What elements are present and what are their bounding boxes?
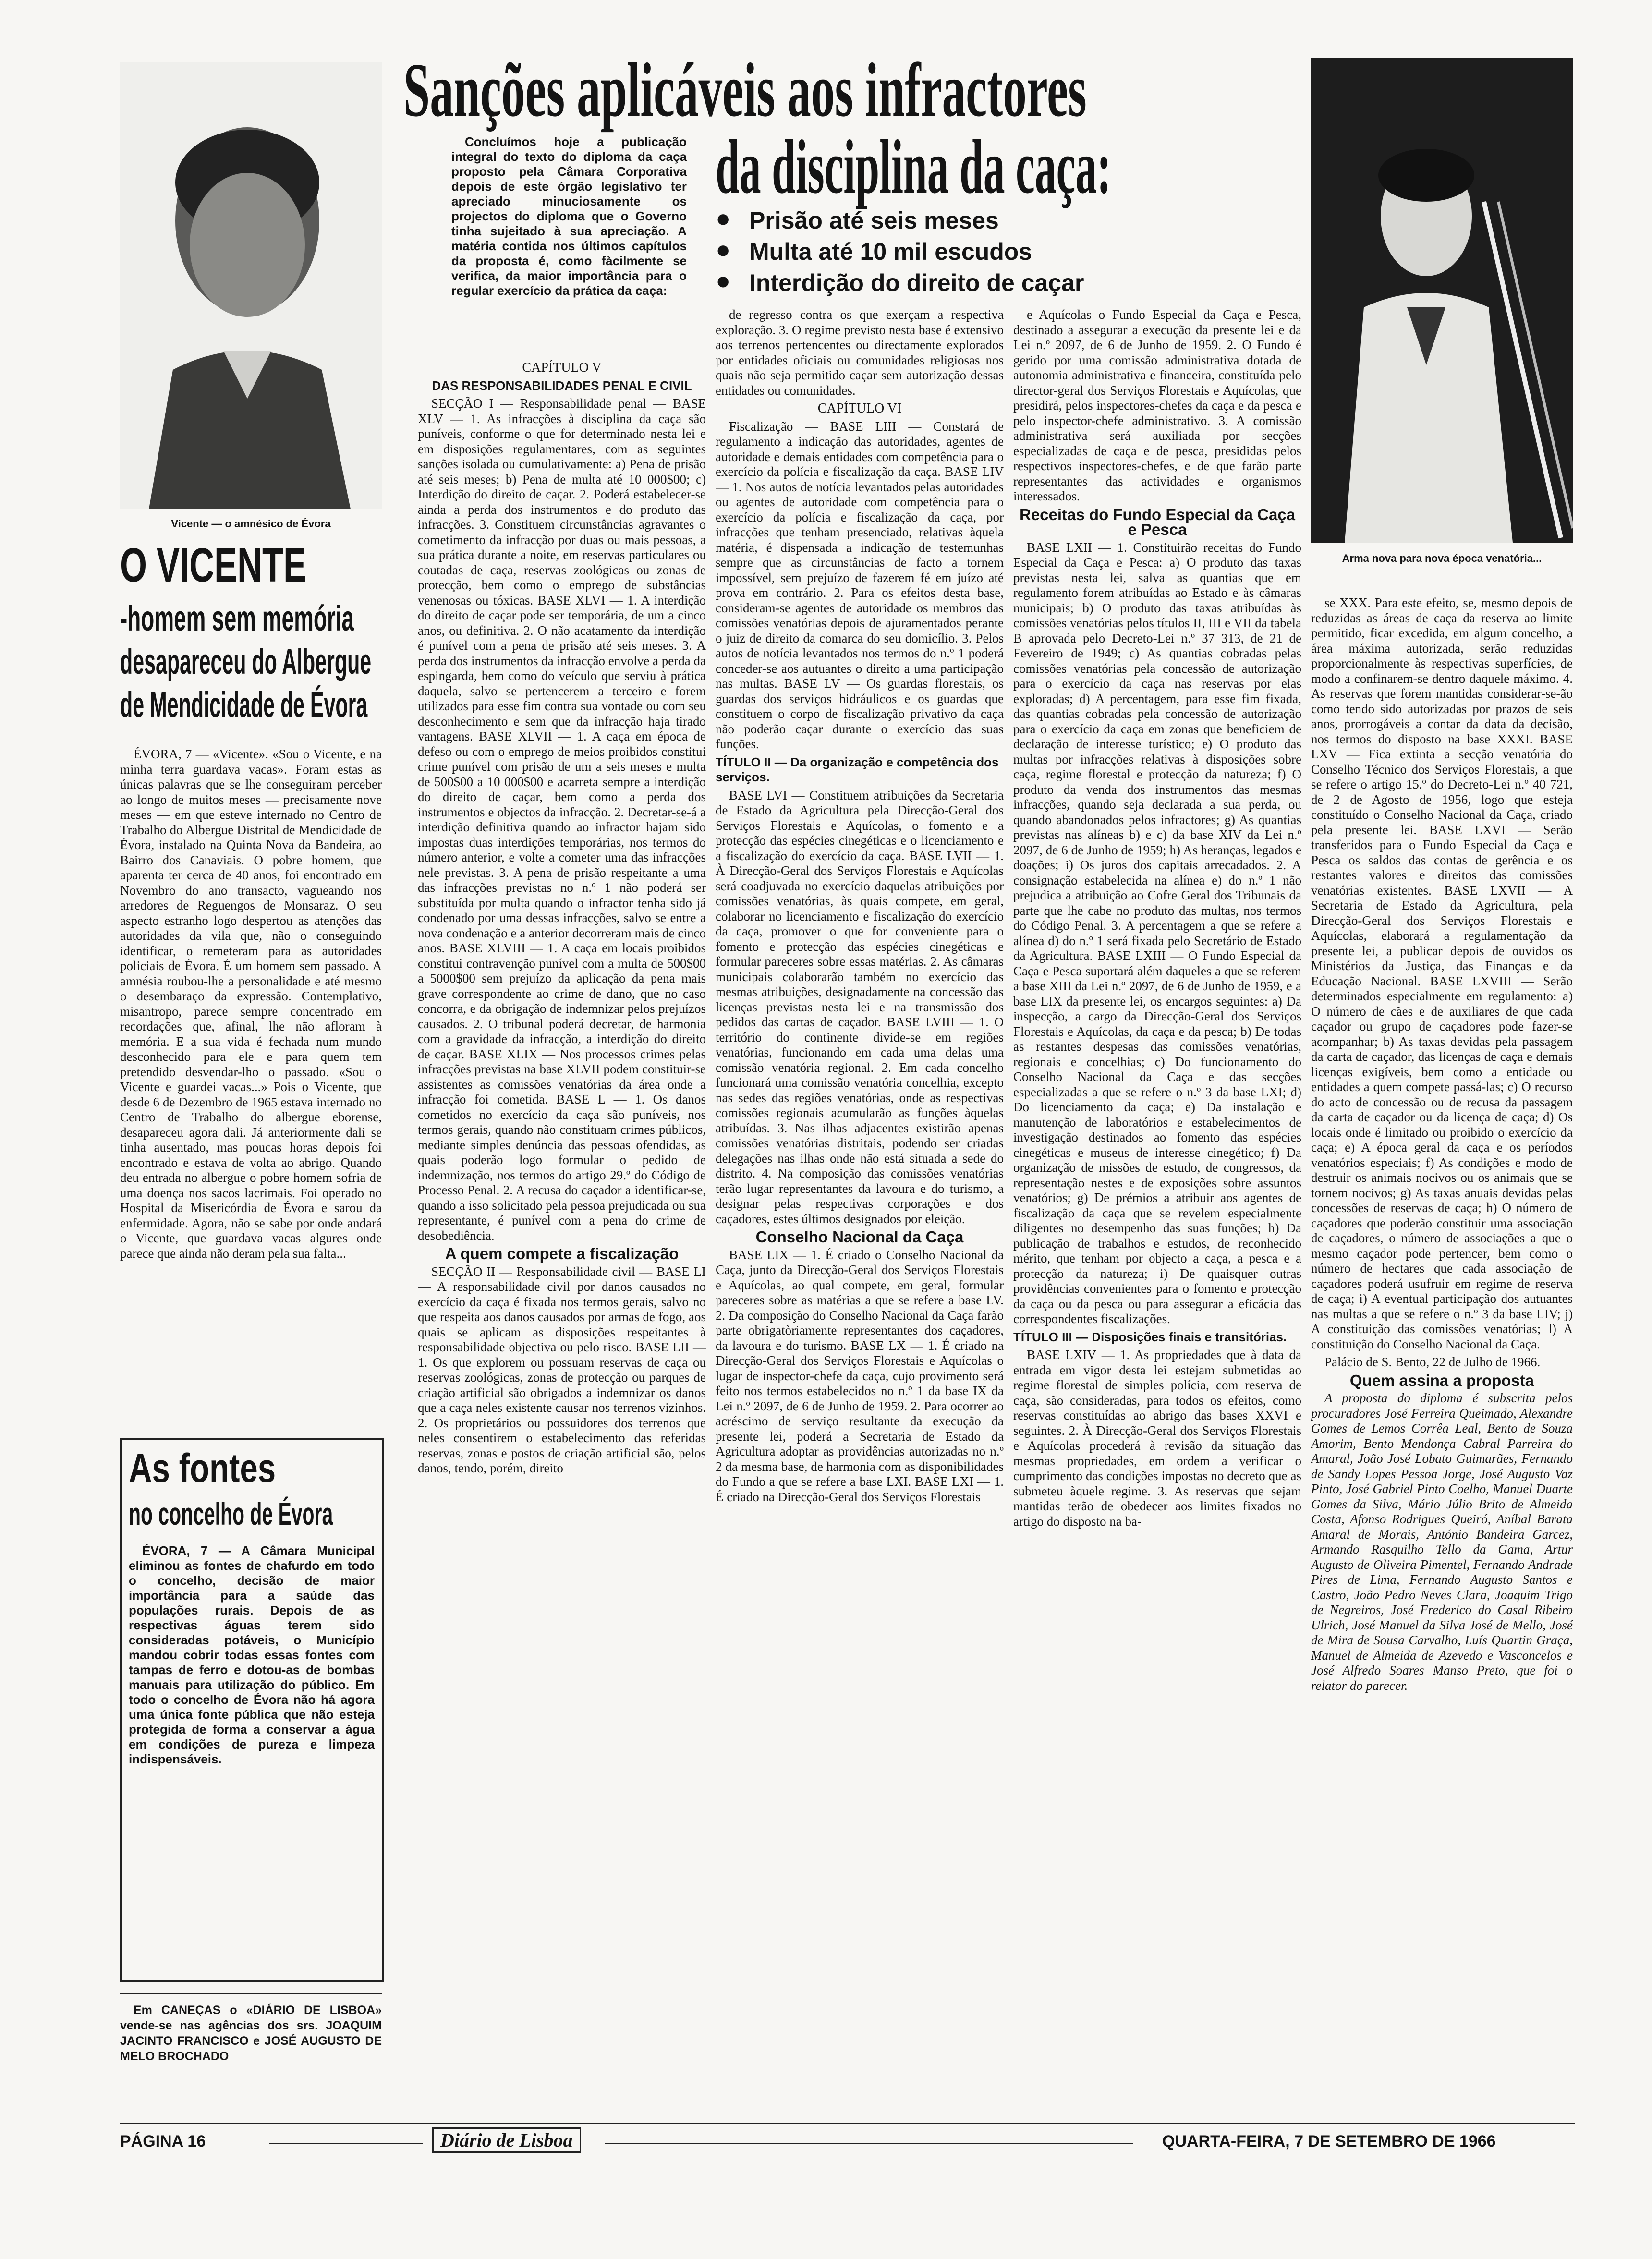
fontes-title-1: As fontes [129, 1445, 276, 1491]
bullet-icon-3: ● [716, 267, 731, 295]
chapter-v-title: DAS RESPONSABILIDADES PENAL E CIVIL [432, 378, 692, 393]
titulo-ii: TÍTULO II — Da organização e competência dos serviços. [716, 754, 999, 784]
fontes-title-2: no concelho de Évora [129, 1496, 333, 1531]
bullet-icon-2: ● [716, 236, 731, 264]
col-a-subhead: A quem compete a fiscalização [445, 1245, 679, 1263]
headline-line-2: da disciplina da caça: [716, 124, 1111, 209]
col-b-text-3: BASE LVI — Constituem atribuições da Secretaria de Estado da Agricultura pela Direcção-Geral dos Serviços Florestais e Aquícolas, o fomento e a protecção das espécies cinegéticas e o licenciamento e a fiscalização do exercício da caça. BASE LVII — 1. À Direcção-Geral dos Serviços Florestais e Aquícolas será coadjuvada no exercício daquelas atribuições por comissões venatórias, às quais compete, em geral, colaborar no licenciamento e fiscalização do exercício da caça, promover o que for conveniente para o fomento e protecção das espécies cinegéticas e formular pareceres sobre essas matérias. 2. As câmaras municipais colaborarão também no exercício das mesmas atribuições, designadamente na concessão das licenças previstas nesta lei e na transmissão dos pedidos das cartas de caçador. BASE LVIII — 1. O território do continente divide-se em regiões venatórias, funcionando em cada uma delas uma comissão venatória regional. 2. Em cada concelho funcionará uma comissão venatória concelhia, excepto nas sedes das regiões venatórias, onde as respectivas comissões regionais acumularão as funções àquelas atribuídas. 3. Nas ilhas adjacentes existirão apenas comissões venatórias distritais, podendo ser criadas delegações nas ilhas onde não está situada a sede do distrito. 4. Na composição das comissões venatórias terão lugar representantes da lavoura e do turismo, a designar pelas respectivas corporações e dos caçadores, estes últimos designados por eleição. [716, 788, 1004, 1226]
canecas-text: Em CANEÇAS o «DIÁRIO DE LISBOA» vende-se nas agências dos srs. JOAQUIM JACINTO FRANCISCO e JOSÉ AUGUSTO DE MELO BROCHADO [120, 2004, 382, 2063]
col-a-text-2: SECÇÃO II — Responsabilidade civil — BASE LI — A responsabilidade civil por danos causados no exercício da caça é fixada nos termos gerais, salvo no que respeita aos danos causados por armas de fogo, aos quais se aplicam as disposições respeitantes à responsabilidade objectiva ou pelo risco. BASE LII — 1. Os que explorem ou possuam reservas de caça ou reservas zoológicas, zonas de protecção ou parques de criação artificial são obrigados a indemnizar os danos que a caça neles existente causar nos terrenos vizinhos. 2. Os proprietários ou possuidores dos terrenos que neles consentirem o estabelecimento das referidas reservas, zonas e postos de criação artificial são, pelos danos, tendo, porém, direito [418, 1264, 706, 1475]
footer-date: QUARTA-FEIRA, 7 DE SETEMBRO DE 1966 [1162, 2132, 1496, 2150]
vicente-subtitle-1: -homem sem memória [120, 598, 354, 638]
fontes-body [129, 1543, 375, 1976]
headline-line-1: Sanções aplicáveis aos infractores [403, 47, 1087, 133]
col-c-subhead: Receitas do Fundo Especial da Caça e Pesca [1019, 505, 1296, 538]
vicente-subtitle-2: desapareceu do Albergue [120, 642, 372, 681]
bullet-icon-1: ● [716, 205, 731, 232]
headline-bullet-2: Multa até 10 mil escudos [749, 238, 1032, 265]
col-d-text-1: se XXX. Para este efeito, se, mesmo depois de reduzidas as áreas de caça da reserva ao limite permitido, ficar excedida, em algum concelho, a área máxima autorizada, serão reduzidas proporcionalmente às respectivas superfícies, de modo a confinarem-se dentro daquele máximo. 4. As reservas que forem mantidas considerar-se-ão como tendo sido autorizadas por prazos de seis anos, prorrogáveis a contar da data da decisão, nos termos do disposto na base XXXI. BASE LXV — Fica extinta a secção venatória do Conselho Técnico dos Serviços Florestais, a que se refere o artigo 15.º do Decreto-Lei n.º 40 721, de 2 de Agosto de 1956, logo que esteja constituído o Conselho Nacional da Caça, criado pela presente lei. BASE LXVI — Serão transferidos para o Fundo Especial da Caça e Pesca os saldos das contas de gerência e os restantes valores e direitos das comissões venatórias existentes. BASE LXVII — A Secretaria de Estado da Agricultura, pela Direcção-Geral dos Serviços Florestais e Aquícolas, elaborará a regulamentação da presente lei, a publicar depois de ouvidos os Ministérios da Justiça, das Finanças e da Educação Nacional. BASE LXVIII — Serão determinados especialmente em regulamento: a) O número de cães e de auxiliares de que cada caçador ou grupo de caçadores pode fazer-se acompanhar; b) As taxas devidas pela passagem da carta de caçador, das licenças de caça e demais licenças exigíveis, bem como a entidade ou entidades a quem compete passá-las; c) O recurso do acto de concessão ou de recusa da passagem da carta de caçador ou da licença de caça; d) Os locais onde é limitado ou proibido o exercício da caça; e) A época geral da caça e os períodos venatórios especiais; f) As condições e modo de destruir os animais nocivos ou os animais que se tornem nocivos; g) As taxas anuais devidas pelas concessões de reservas de caça; h) O número de caçadores que poderão constituir uma associação de caçadores, o número de associações a que o mesmo caçador pode pertencer, bem como o número de hectares que cada associação de caçadores poderá usufruir em regime de reserva de caça; i) A eventual participação dos autuantes nas multas a que se refere o n.º 3 da base LIV; j) A constituição das comissões venatórias; l) A constituição do Conselho Nacional da Caça. [1311, 595, 1573, 1351]
fontes-body-text: ÉVORA, 7 — A Câmara Municipal eliminou as fontes de chafurdo em todo o concelho, decisão de maior importância para a saúde das populações rurais. Depois de as respectivas águas terem sido consideradas potáveis, o Município mandou cobrir todas essas fontes com tampas de ferro e dotou-as de bombas manuais para utilização do público. Em todo o concelho de Évora não há agora uma única fonte pública que não esteja protegida de forma a conservar a água em condições de pureza e limpeza indispensáveis. [129, 1543, 375, 1766]
col-a-text-1: SECÇÃO I — Responsabilidade penal — BASE XLV — 1. As infracções à disciplina da caça são puníveis, conforme o que for determinado nesta lei e em disposições regulamentares, com as seguintes sanções isolada ou cumulativamente: a) Pena de prisão até seis meses; b) Pena de multa até 10 000$00; c) Interdição do direito de caçar. 2. Poderá estabelecer-se ainda a perda dos instrumentos e do produto das infracções. 3. Constituem circunstâncias agravantes o cometimento da infracção por duas ou mais pessoas, a sua prática durante a noite, em reservas particulares ou coutadas de caça, reservas zoológicas ou zonas de protecção, bem como o emprego de substâncias venenosas ou tóxicas. BASE XLVI — 1. A interdição do direito de caçar pode ser temporária, de um a cinco anos, ou definitiva. 2. O não acatamento da interdição é punível com a pena de prisão até seis meses. 3. A perda dos instrumentos da infracção envolve a perda da espingarda, bem como do veículo que serviu à prática daquela, salvo se pertencerem a terceiro e forem utilizados para esse fim contra sua vontade ou com seu desconhecimento e sem que da infracção haja tirado vantagens. BASE XLVII — 1. A caça em época de defeso ou com o emprego de meios proibidos constitui crime punível com prisão de um a seis meses e multa de 500$00 a 10 000$00 e acarreta sempre a interdição do direito de caçar, bem como a perda dos instrumentos e objectos da infracção. 2. Decretar-se-á a interdição definitiva quando ao infractor hajam sido impostas duas interdições temporárias, nos termos do número anterior, e volte a cometer uma das infracções nele previstas. 3. A pena de prisão respeitante a uma das infracções previstas no n.º 1 não poderá ser substituída por multa quando o infractor tenha sido já condenado por uma dessas infracções, salvo se entre a nova condenação e a anterior decorreram mais de cinco anos. BASE XLVIII — 1. A caça em locais proibidos constitui contravenção punível com a multa de 500$00 a 5000$00 sem prejuízo da aplicação da pena mais grave correspondente ao crime de dano, que no caso concorra, e da obrigação de indemnizar pelos prejuízos causados. 2. O tribunal poderá decretar, de harmonia com a gravidade da infracção, a interdição do direito de caçar. BASE XLIX — Nos processos crimes pelas infracções previstas na base XLVII podem constituir-se assistentes as comissões venatórias da área onde a infracção foi cometida. BASE L — 1. Os danos cometidos no exercício da caça são puníveis, nos termos gerais, quando não constituam crimes públicos, mediante simples denúncia das pessoas ofendidas, as quais poderão logo formular o pedido de indemnização, nos termos do artigo 29.º do Código de Processo Penal. 2. A recusa do caçador a identificar-se, quando a isso solicitado pela pessoa prejudicada ou sua representante, é punível com a pena do crime de desobediência. [418, 396, 706, 1243]
right-photo-caption: Arma nova para nova época venatória... [1342, 552, 1542, 564]
headline-bullet-3: Interdição do direito de caçar [749, 269, 1084, 296]
footer-rule [120, 2123, 1575, 2124]
col-b-text-4: BASE LIX — 1. É criado o Conselho Nacional da Caça, junto da Direcção-Geral dos Serviços Florestais e Aquícolas, ao qual compete, em geral, formular pareceres sobre as matérias a que se refere a base LV. 2. Da composição do Conselho Nacional da Caça farão parte obrigatòriamente representantes dos caçadores, da lavoura e do turismo. BASE LX — 1. É criado na Direcção-Geral dos Serviços Florestais e Aquícolas o lugar de inspector-chefe da caça, cujo provimento será feito nos termos estabelecidos no n.º 1 da base IX da Lei n.º 2097, de 6 de Junho de 1959. 2. Para ocorrer ao acréscimo de serviço resultante da execução da presente lei, poderá a Secretaria de Estado da Agricultura adoptar as providências autorizadas no n.º 2 da mesma base, de harmonia com as disponibilidades do Fundo a que se refere a base LXI. BASE LXI — 1. É criado na Direcção-Geral dos Serviços Florestais [716, 1247, 1004, 1504]
vicente-body-text: ÉVORA, 7 — «Vicente». «Sou o Vicente, e na minha terra guardava vacas». Foram estas as únicas palavras que se lhe conseguiram perceber ao longo de muitos meses — precisamente nove meses — em que esteve internado no Centro de Trabalho do Albergue Distrital de Mendicidade de Évora, instalado na Quinta Nova da Bandeira, ao Bairro dos Canaviais. O pobre homem, que aparenta ter cerca de 40 anos, foi encontrado em Novembro do ano transacto, vagueando nos arredores de Reguengos de Monsaraz. O seu aspecto estranho logo despertou as atenções das autoridades da vila que, não o conseguindo identificar, o remeteram para as autoridades policiais de Évora. É um homem sem passado. A amnésia roubou-lhe a personalidade e até mesmo o desembaraço da expressão. Contemplativo, misantropo, parece sempre concentrado em recordações que, afinal, lhe não afloram à memória. E a sua vida é fechada num mundo desconhecido para ele e para quem tem pretendido desvendar-lho o passado. «Sou o Vicente e guardei vacas...» Pois o Vicente, que desde 6 de Dezembro de 1965 estava internado no Centro de Trabalho do albergue eborense, desapareceu agora dali. Já anteriormente dali se tinha ausentado, mas poucas horas depois foi encontrado e estava de volta ao abrigo. Quando deu entrada no albergue o pobre homem sofria de uma doença nos sacos lacrimais. Foi operado no Hospital da Misericórdia de Évora e sarou da enfermidade. Agora, não se sabe por onde andará o Vicente, que guardava vacas algures onde parece que ainda não deram pela sua falta... [120, 747, 382, 1261]
chapter-vi: CAPÍTULO VI [817, 401, 902, 416]
vicente-subtitle-3: de Mendicidade de Évora [120, 685, 368, 725]
col-c-text-1: e Aquícolas o Fundo Especial da Caça e Pesca, destinado a assegurar a execução da presente lei e da Lei n.º 2097, de 6 de Junho de 1959. 2. O Fundo é gerido por uma comissão administrativa dotada de autonomia administrativa e financeira, constituída pelo director-geral dos Serviços Florestais e Aquícolas, que presidirá, pelos inspectores-chefes da caça e da pesca e pelo inspector-chefe administrativo. 3. A comissão administrativa será auxiliada por secções especializadas de caça e de pesca, presididas pelos respectivos inspectores-chefes, e de que farão parte representantes das actividades e organismos interessados. [1013, 307, 1301, 503]
intro-text: Concluímos hoje a publicação integral do texto do diploma da caça proposto pela Câmara Corporativa depois de este órgão legislativo ter apreciado minuciosamente os projectos do diploma que o Governo tinha sujeitado à sua apreciação. A matéria contida nos últimos capítulos da proposta é, como fàcilmente se verifica, da maior importância para o regular exercício da prática da caça: [451, 134, 687, 298]
chapter-v: CAPÍTULO V [522, 360, 602, 375]
photo-hunter [1311, 58, 1573, 543]
footer-masthead: Diário de Lisboa [432, 2127, 581, 2153]
left-photo-caption: Vicente — o amnésico de Évora [171, 518, 331, 530]
col-d-subhead: Quem assina a proposta [1349, 1371, 1534, 1389]
column-a [418, 360, 706, 2108]
portrait-figure [120, 62, 382, 509]
intro [451, 134, 687, 355]
photo-vicente [120, 62, 382, 509]
vicente-body [120, 747, 382, 1429]
headline-bullet-1: Prisão até seis meses [749, 207, 999, 234]
col-b-subhead: Conselho Nacional da Caça [755, 1228, 964, 1246]
column-c [1013, 307, 1301, 2108]
footer-line-left [269, 2143, 423, 2144]
canecas-rule [120, 1993, 382, 1994]
col-b-text-2: Fiscalização — BASE LIII — Constará de regulamento a indicação das autoridades, agentes de autoridade e demais entidades com competência para o exercício da polícia e fiscalização da caça. BASE LIV — 1. Nos autos de notícia levantados pelas autoridades ou agentes de autoridade com competência para o exercício da polícia e fiscalização da caça, por infracções que tenham presenciado, relativas àquela matéria, é dispensada a indicação de testemunhas sempre que as circunstâncias de facto a tornem impossível, sem prejuízo de fazerem fé em juízo até prova em contrário. 2. Para os efeitos desta base, consideram-se agentes de autoridade os membros das comissões venatórias depois de ajuramentados perante o juiz de direito da comarca do seu domicílio. 3. Pelos autos de notícia levantados nos termos do n.º 1 poderá conceder-se aos autuantes o direito a uma participação nas multas. BASE LV — Os guardas florestais, os guardas dos serviços hidráulicos e os guardas que constituem o corpo de fiscalização privativo da caça não poderão caçar durante o exercício das suas funções. [716, 419, 1004, 751]
footer-page: PÁGINA 16 [120, 2132, 206, 2150]
col-c-text-2: BASE LXII — 1. Constituirão receitas do Fundo Especial da Caça e Pesca: a) O produto das taxas previstas nesta lei, salva as quantias que em regulamento forem atribuídas ao Estado e às câmaras municipais; b) O produto das taxas atribuídas às comissões venatórias pelos títulos II, III e VII da tabela B aprovada pelo Decreto-Lei n.º 37 313, de 21 de Fevereiro de 1949; c) As quantias cobradas pelas comissões venatórias pela concessão de autorização para o exercício da caça nas reservas por elas exploradas; d) A percentagem, para esse fim fixada, das quantias cobradas pela concessão de autorização para o exercício da caça em zonas que beneficiem de declaração de interesse turístico; e) O produto das multas por infracções relativas à disposições sobre caça, regime florestal e protecção da natureza; f) O produto da venda dos instrumentos das mesmas infracções, quando seja declarada a sua perda, ou quando abandonados pelos infractores; g) As quantias previstas nas alíneas b) e c) da base XIV da Lei n.º 2097, de 6 de Junho de 1959; h) As heranças, legados e doações; i) Os juros dos capitais arrecadados. 2. A consignação estabelecida na alínea e) do n.º 1 não prejudica a atribuição ao Cofre Geral dos Tribunais da parte que lhe cabe no produto das multas, nos termos do Código Penal. 3. A percentagem a que se refere a alínea d) do n.º 1 será fixada pelo Secretário de Estado da Agricultura. BASE LXIII — O Fundo Especial da Caça e Pesca suportará além daqueles a que se referem a base XIII da Lei n.º 2097, de 6 de Junho de 1959, e a base LIX da presente lei, os encargos seguintes: a) Da inspecção, a cargo da Direcção-Geral dos Serviços Florestais e Aquícolas, da caça e da pesca; b) De todas as restantes despesas das comissões venatórias, regionais e concelhias; c) Do funcionamento do Conselho Nacional da Caça e das secções especializadas a que se refere o n.º 3 da base LXI; d) Do licenciamento da caça; e) Da instalação e manutenção de laboratórios e estabelecimentos de investigação destinados ao fomento das espécies cinegéticas e museus de interesse cinegético; f) Da organização de missões de estudo, de congressos, da representação nestes e de exposições sobre assuntos venatórios; g) De prémios a atribuir aos agentes de fiscalização da caça que se revelem especialmente diligentes no desempenho das suas funções; h) Da publicação de trabalhos e estudos, de reconhecido mérito, que tenham por objecto a caça, a pesca e a protecção da natureza; i) De quaisquer outras providências convenientes para o fomento e protecção da caça ou da pesca ou para assegurar a eficácia das correspondentes fiscalizações. [1013, 540, 1301, 1326]
hunter-figure [1311, 58, 1573, 543]
footer-line-right [605, 2143, 1133, 2144]
col-b-text-1: de regresso contra os que exerçam a respectiva exploração. 3. O regime previsto nesta base é extensivo aos terrenos pertencentes ou directamente explorados por entidades oficiais ou comunidades religiosas nos quais não seja permitido caçar sem autorização dessas entidades ou comunidades. [716, 307, 1004, 398]
col-d-text-2: A proposta do diploma é subscrita pelos procuradores José Ferreira Queimado, Alexandre Gomes de Lemos Corrêa Leal, Bento de Souza Amorim, Bento Mendonça Cabral Parreira do Amaral, João José Lobato Guimarães, Fernando de Sandy Lopes Pessoa Jorge, José Augusto Vaz Pinto, José Gabriel Pinto Coelho, Manuel Duarte Gomes da Silva, Mário Júlio Brito de Almeida Costa, Afonso Rodrigues Queiró, Aníbal Barata Amaral de Morais, António Bandeira Garcez, Armando Rasquilho Tello da Gama, Artur Augusto de Oliveira Pimentel, Fernando Andrade Pires de Lima, Fernando Augusto Santos e Castro, João Pedro Neves Clara, Joaquim Trigo de Negreiros, José Frederico do Casal Ribeiro Ulrich, José Manuel da Silva José de Mello, José de Mira de Sousa Carvalho, Luís Quartin Graça, Manuel de Almeida de Azevedo e Vasconcelos e José Alfredo Soares Manso Preto, que foi o relator do parecer. [1311, 1391, 1573, 1693]
titulo-iii: TÍTULO III — Disposições finais e transitórias. [1013, 1329, 1287, 1344]
col-c-text-3: BASE LXIV — 1. As propriedades que à data da entrada em vigor desta lei estejam submetidas ao regime florestal de simples polícia, com reserva de caça, são consideradas, para todos os efeitos, como reservas constituídas ao abrigo das bases XXVI e seguintes. 2. À Direcção-Geral dos Serviços Florestais e Aquícolas procederá à revisão da situação das mesmas propriedades, em ordem a verificar o cumprimento das condições impostas no decreto que as submeteu àquele regime. 3. As reservas que sejam mantidas terão de obedecer aos limites fixados no artigo do disposto na ba- [1013, 1348, 1301, 1529]
column-d [1311, 595, 1573, 2108]
canecas-note [120, 2003, 382, 2099]
fontes-box [120, 1438, 384, 1982]
column-b [716, 307, 1004, 2108]
col-d-date-line: Palácio de S. Bento, 22 de Julho de 1966. [1324, 1355, 1541, 1369]
vicente-title: O VICENTE [120, 538, 307, 592]
